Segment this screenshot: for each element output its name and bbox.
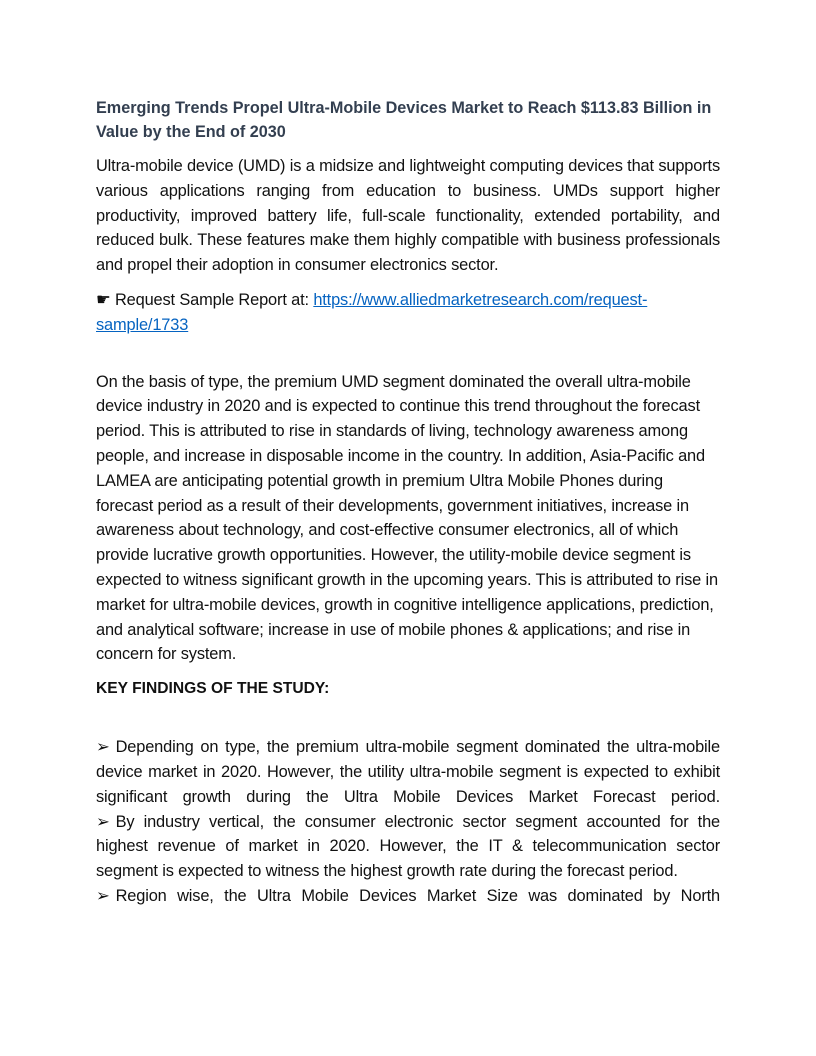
key-finding-text: By industry vertical, the consumer electronic sector segment accounted for the highest revenue of market in 2020. However, the IT & telecommunication sector segment is expected to witness the highest growth rate during the forecast period. [96,812,720,881]
key-finding-text: Region wise, the Ultra Mobile Devices Market Size was dominated by North [115,886,720,905]
key-finding-item [96,810,720,884]
document-title: Emerging Trends Propel Ultra-Mobile Devices Market to Reach $113.83 Billion in Value by the End of 2030 [96,99,712,141]
arrow-bullet-icon: ➢ [96,812,110,831]
key-finding-item [96,735,720,809]
document-page [96,96,720,909]
key-finding-text: Depending on type, the premium ultra-mobile segment dominated the ultra-mobile device market in 2020. However, the utility ultra-mobile segment is expected to exhibit significant growth during the Ultra Mobile Devices Market Forecast period. [96,738,720,806]
request-sample-line [96,288,720,338]
arrow-bullet-icon: ➢ [96,886,110,905]
request-sample-link[interactable]: https://www.alliedmarketresearch.com/request-sample/1733 [96,290,648,334]
intro-paragraph: Ultra-mobile device (UMD) is a midsize and lightweight computing devices that supports various applications ranging from education to business. UMDs support higher productivity, improved battery life, full-scale functionality, extended portability, and reduced bulk. These features make them highly compatible with business professionals and propel their adoption in consumer electronics sector. [96,157,720,275]
arrow-bullet-icon: ➢ [96,738,110,757]
key-findings-heading: KEY FINDINGS OF THE STUDY: [96,680,330,698]
key-finding-item [96,884,720,909]
type-segment-paragraph: On the basis of type, the premium UMD segment dominated the overall ultra-mobile device industry in 2020 and is expected to continue this trend throughout the forecast period. This is attributed to rise in standards of living, technology awareness among people, and increase in disposable income in the country. In addition, Asia-Pacific and LAMEA are anticipating potential growth in premium Ultra Mobile Phones during forecast period as a result of their developments, government initiatives, increase in awareness about technology, and cost-effective consumer electronics, all of which provide lucrative growth opportunities. However, the utility-mobile device segment is expected to witness significant growth in the upcoming years. This is attributed to rise in market for ultra-mobile devices, growth in cognitive intelligence applications, prediction, and analytical software; increase in use of mobile phones & applications; and rise in concern for system. [96,372,718,664]
key-findings-list [96,735,720,909]
request-sample-label: Request Sample Report at: [114,290,314,309]
pointing-hand-icon: ☛ [96,290,111,309]
